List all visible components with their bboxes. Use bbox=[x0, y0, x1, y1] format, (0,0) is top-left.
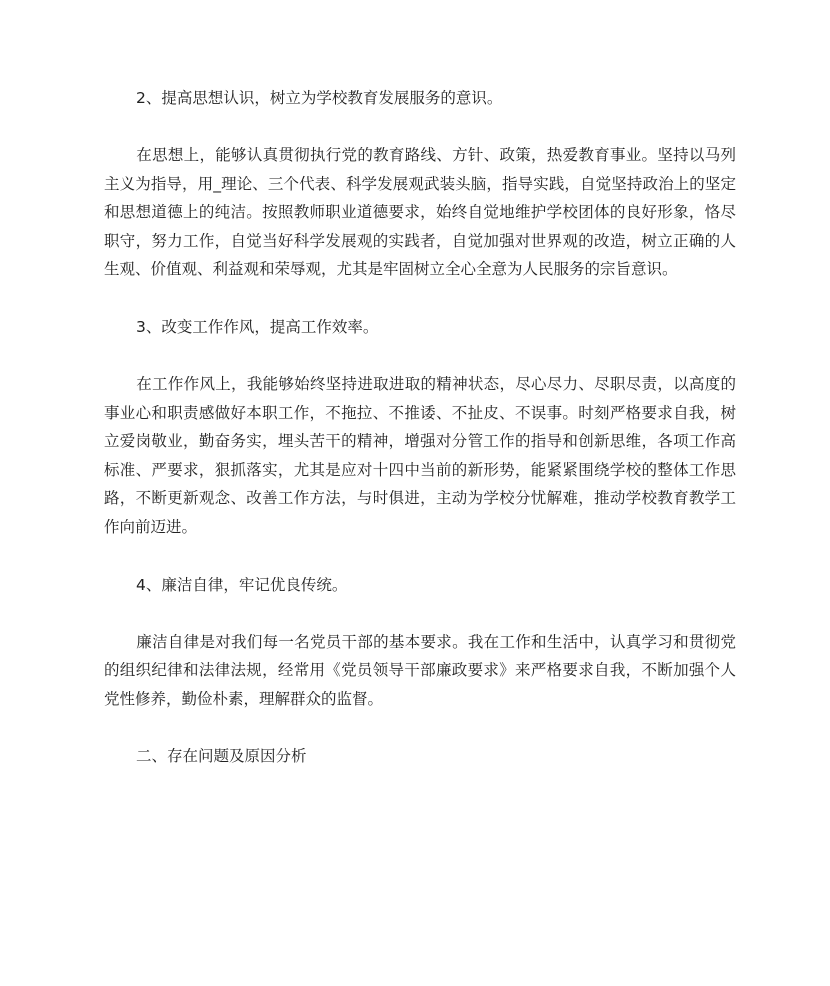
section-paragraph-2 bbox=[104, 141, 736, 284]
section-paragraph-4 bbox=[104, 628, 736, 714]
section-heading-2: 2、提高思想认识，树立为学校教育发展服务的意识。 bbox=[136, 89, 503, 107]
document-body bbox=[104, 84, 736, 799]
section-heading-4: 4、廉洁自律，牢记优良传统。 bbox=[136, 575, 348, 594]
paragraph-text: 在思想上，能够认真贯彻执行党的教育路线、方针、政策，热爱教育事业。坚持以马列主义为指导，用_理论、三个代表、科学发展观武装头脑，指导实践，自觉坚持政治上的坚定和思想道德上的纯洁。按照教师职业道德要求，始终自觉地维护学校团体的良好形象，恪尽职守，努力工作，自觉当好科学发展观的实践者，自觉加强对世界观的改造，树立正确的人生观、价值观、利益观和荣辱观，尤其是牢固树立全心全意为人民服务的宗旨意识。 bbox=[104, 146, 736, 279]
section-paragraph-3 bbox=[104, 370, 736, 542]
paragraph-text: 廉洁自律是对我们每一名党员干部的基本要求。我在工作和生活中，认真学习和贯彻党的组织纪律和法律法规，经常用《党员领导干部廉政要求》来严格要求自我，不断加强个人党性修养，勤俭朴素，理解群众的监督。 bbox=[104, 632, 736, 708]
section-heading-3: 3、改变工作作风，提高工作效率。 bbox=[136, 317, 379, 336]
section-heading-problems: 二、存在问题及原因分析 bbox=[136, 747, 307, 766]
paragraph-text: 在工作作风上，我能够始终坚持进取进取的精神状态，尽心尽力、尽职尽责，以高度的事业心和职责感做好本职工作，不拖拉、不推诿、不扯皮、不误事。时刻严格要求自我，树立爱岗敬业，勤奋务实，埋头苦干的精神，增强对分管工作的指导和创新思维，各项工作高标准、严要求，狠抓落实，尤其是应对十四中当前的新形势，能紧紧围绕学校的整体工作思路，不断更新观念、改善工作方法，与时俱进，主动为学校分忧解难，推动学校教育教学工作向前迈进。 bbox=[104, 374, 736, 536]
